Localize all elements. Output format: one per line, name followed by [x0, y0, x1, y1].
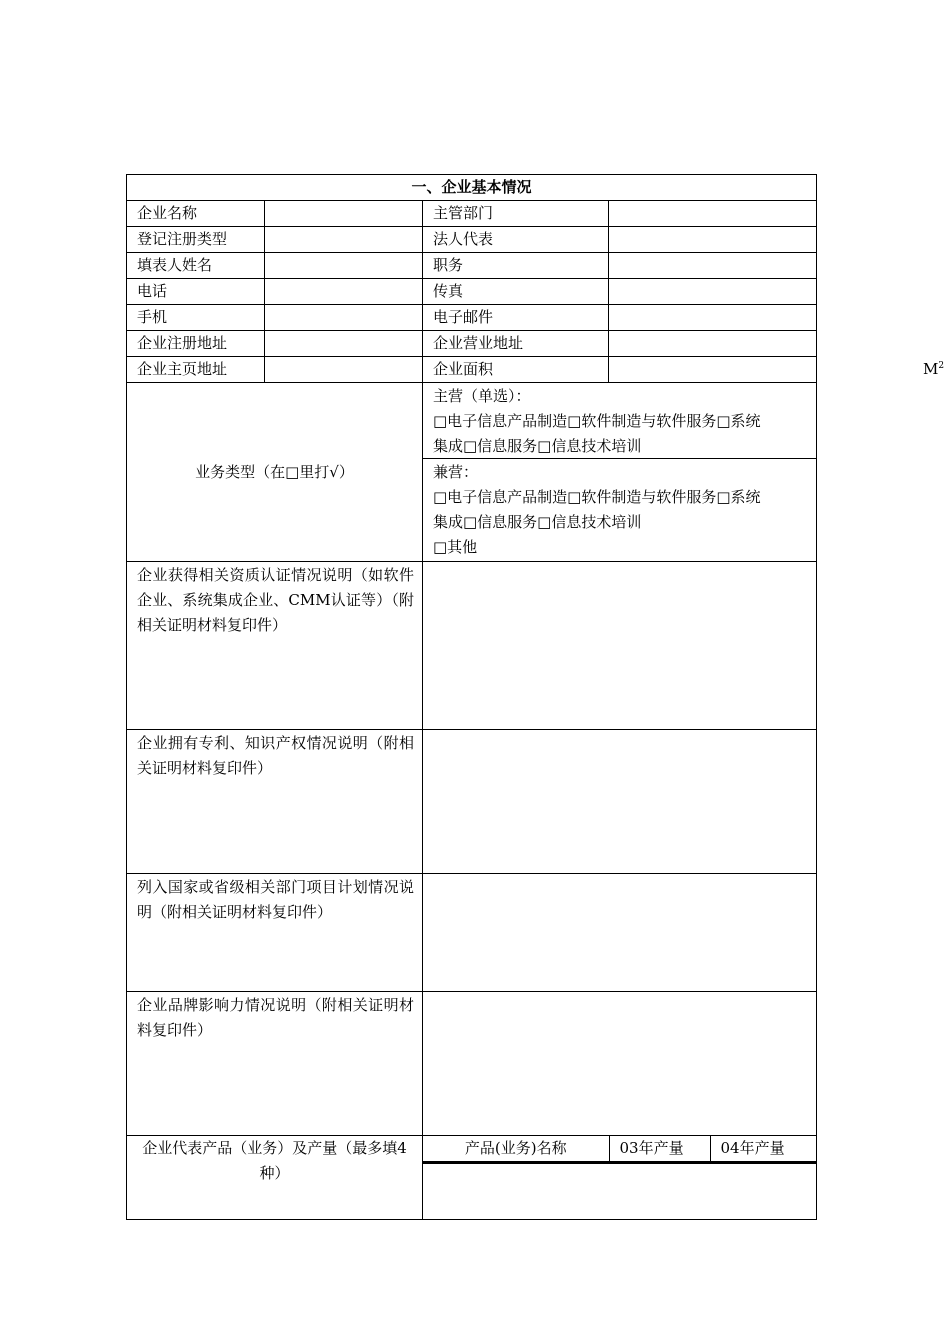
label-email: 电子邮件	[423, 305, 609, 331]
label-filler-name: 填表人姓名	[127, 253, 265, 279]
product-name-cell[interactable]	[423, 1164, 609, 1165]
label-position: 职务	[423, 253, 609, 279]
side-business-other[interactable]: □其他	[433, 538, 478, 556]
field-mobile[interactable]	[265, 305, 423, 331]
field-fax[interactable]	[609, 279, 817, 305]
col-output-03: 03年产量	[609, 1136, 710, 1162]
products-table-cell	[423, 1136, 817, 1220]
table-row	[423, 1164, 817, 1165]
section-title: 一、企业基本情况	[127, 175, 817, 201]
field-company-name[interactable]	[265, 201, 423, 227]
main-business-options-1[interactable]: □电子信息产品制造□软件制造与软件服务□系统	[433, 412, 761, 430]
label-registration-type: 登记注册类型	[127, 227, 265, 253]
certification-field[interactable]	[423, 562, 817, 730]
brand-label: 企业品牌影响力情况说明（附相关证明材料复印件）	[127, 992, 423, 1136]
output-03-cell[interactable]	[609, 1164, 710, 1165]
field-registration-type[interactable]	[265, 227, 423, 253]
label-fax: 传真	[423, 279, 609, 305]
area-unit: $M^2$	[923, 360, 945, 378]
label-registered-address: 企业注册地址	[127, 331, 265, 357]
side-business-block	[423, 458, 816, 561]
side-business-label: 兼营：	[433, 463, 479, 481]
patents-field[interactable]	[423, 730, 817, 874]
output-04-cell[interactable]	[710, 1164, 817, 1165]
patents-label: 企业拥有专利、知识产权情况说明（附相关证明材料复印件）	[127, 730, 423, 874]
field-filler-name[interactable]	[265, 253, 423, 279]
label-area: 企业面积	[423, 357, 609, 383]
field-area[interactable]	[609, 357, 945, 383]
products-table	[423, 1136, 817, 1164]
label-business-address: 企业营业地址	[423, 331, 609, 357]
enterprise-info-form	[126, 174, 945, 1220]
label-legal-rep: 法人代表	[423, 227, 609, 253]
field-registered-address[interactable]	[265, 331, 423, 357]
side-business-options-1[interactable]: □电子信息产品制造□软件制造与软件服务□系统	[433, 488, 761, 506]
brand-field[interactable]	[423, 992, 817, 1136]
products-label: 企业代表产品（业务）及产量（最多填4种）	[127, 1136, 423, 1220]
col-output-04: 04年产量	[710, 1136, 817, 1162]
main-business-block	[423, 383, 816, 458]
field-business-address[interactable]	[609, 331, 817, 357]
main-business-options-2[interactable]: 集成□信息服务□信息技术培训	[433, 437, 642, 455]
label-company-name: 企业名称	[127, 201, 265, 227]
field-homepage[interactable]	[265, 357, 423, 383]
field-legal-rep[interactable]	[609, 227, 817, 253]
certification-label: 企业获得相关资质认证情况说明（如软件企业、系统集成企业、CMM认证等）（附相关证明材料复印件）	[127, 562, 423, 730]
col-product-name: 产品(业务)名称	[464, 1139, 567, 1157]
main-business-label: 主营（单选）：	[433, 387, 531, 405]
projects-field[interactable]	[423, 874, 817, 992]
field-supervising-dept[interactable]	[609, 201, 817, 227]
field-position[interactable]	[609, 253, 817, 279]
projects-label: 列入国家或省级相关部门项目计划情况说明（附相关证明材料复印件）	[127, 874, 423, 992]
label-supervising-dept: 主管部门	[423, 201, 609, 227]
label-homepage: 企业主页地址	[127, 357, 265, 383]
business-type-label: 业务类型（在□里打√）	[127, 383, 423, 562]
label-mobile: 手机	[127, 305, 265, 331]
field-phone[interactable]	[265, 279, 423, 305]
side-business-options-2[interactable]: 集成□信息服务□信息技术培训	[433, 513, 642, 531]
business-type-options	[423, 383, 817, 562]
field-email[interactable]	[609, 305, 817, 331]
label-phone: 电话	[127, 279, 265, 305]
